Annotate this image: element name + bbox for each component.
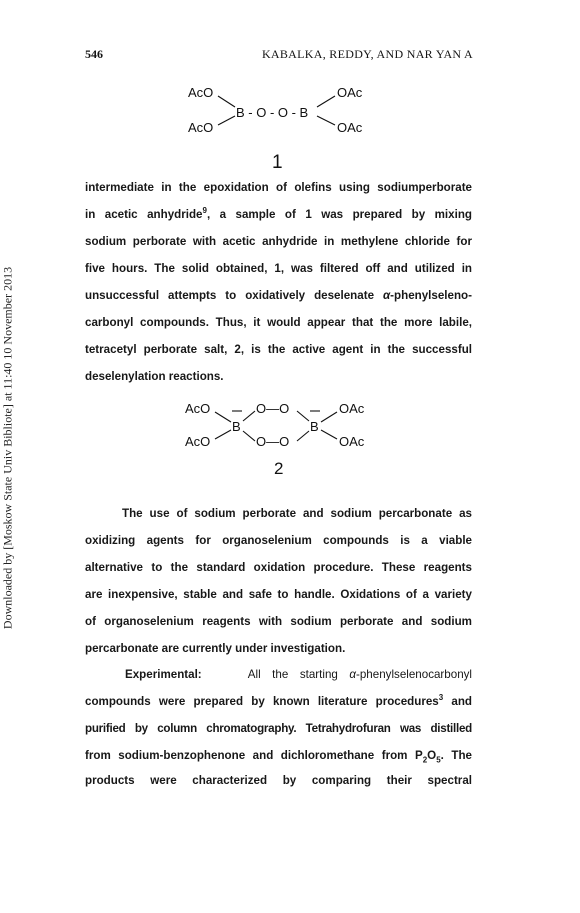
compound-1-chain: B - O - O - B xyxy=(236,105,309,120)
text-line: alternative to the standard oxidation procedure. These reagents xyxy=(85,561,472,574)
compound-1-bond-lb xyxy=(218,116,235,125)
compound-2-boron-left: B xyxy=(232,419,241,434)
page-number: 546 xyxy=(85,47,103,61)
download-watermark-text: Downloaded by [Moskow State Univ Bibliote] at 11:40 10 November 2013 xyxy=(0,266,15,630)
text-line: sodium perborate with acetic anhydride in methylene chloride for xyxy=(85,235,472,248)
compound-2-bond-rt xyxy=(321,412,337,422)
compound-2-ring-bottom: O—O xyxy=(256,434,290,449)
text-line: The use of sodium perborate and sodium percarbonate as xyxy=(122,507,472,520)
compound-1-aco-bottom: AcO xyxy=(188,120,214,135)
compound-2-boron-right: B xyxy=(310,419,319,434)
compound-2-bond-lt xyxy=(215,412,231,422)
download-watermark xyxy=(1,8,15,888)
compound-2-bond-o-bt xyxy=(297,411,309,421)
compound-2-label: 2 xyxy=(274,459,284,478)
compound-2-bond-o-bb xyxy=(297,431,309,441)
compound-2-aco-bottom: AcO xyxy=(185,434,211,449)
compound-1-oac-top: OAc xyxy=(337,85,363,100)
text-line: percarbonate are currently under investigation. xyxy=(85,642,346,655)
compound-2-ring-top: O—O xyxy=(256,401,290,416)
text-line: of organoselenium reagents with sodium perborate and sodium xyxy=(85,615,472,628)
text-line: unsuccessful attempts to oxidatively deselenate α-phenylseleno- xyxy=(85,289,472,302)
text-line: Experimental: All the starting α-phenylselenocarbonyl xyxy=(125,668,473,681)
compound-2-bond-b-ob xyxy=(243,431,255,441)
text-line: compounds were prepared by known literature procedures$^3$ and xyxy=(85,693,473,708)
compound-1-oac-bottom: OAc xyxy=(337,120,363,135)
compound-2-aco-top: AcO xyxy=(185,401,211,416)
compound-1-aco-top: AcO xyxy=(188,85,214,100)
text-line: are inexpensive, stable and safe to handle. Oxidations of a variety xyxy=(85,588,472,601)
text-line: intermediate in the epoxidation of olefins using sodiumperborate xyxy=(85,181,472,194)
compound-2-bond-b-ot xyxy=(243,411,255,421)
compound-2-structure xyxy=(175,395,405,455)
text-line: deselenylation reactions. xyxy=(85,370,224,383)
text-line: from sodium-benzophenone and dichloromethane from $P_2O_5$. The xyxy=(85,749,472,765)
experimental-heading: Experimental: xyxy=(125,668,202,681)
running-head: KABALKA, REDDY, AND NAR YAN A xyxy=(261,47,473,61)
compound-2-oac-bottom: OAc xyxy=(339,434,365,449)
compound-1-structure xyxy=(180,80,400,140)
compound-2-oac-top: OAc xyxy=(339,401,365,416)
text-line: tetracetyl perborate salt, 2, is the active agent in the successful xyxy=(85,343,472,356)
compound-1-bond-rt xyxy=(317,96,335,107)
text-line: in acetic anhydride$^9$, a sample of 1 was prepared by mixing xyxy=(85,206,472,221)
text-line: oxidizing agents for organoselenium compounds is a viable xyxy=(85,534,472,547)
compound-1-bond-rb xyxy=(317,116,335,125)
text-line: products were characterized by comparing their spectral xyxy=(85,774,472,787)
compound-2-bond-lb xyxy=(215,430,231,439)
compound-1-label: 1 xyxy=(272,152,283,173)
text-line: five hours. The solid obtained, 1, was filtered off and utilized in xyxy=(85,262,472,275)
compound-1-bond-lt xyxy=(218,96,235,107)
compound-2-bond-rb xyxy=(321,430,337,439)
text-line: carbonyl compounds. Thus, it would appear that the more labile, xyxy=(85,316,472,329)
text-line: purified by column chromatography. Tetrahydrofuran was distilled xyxy=(85,722,472,735)
